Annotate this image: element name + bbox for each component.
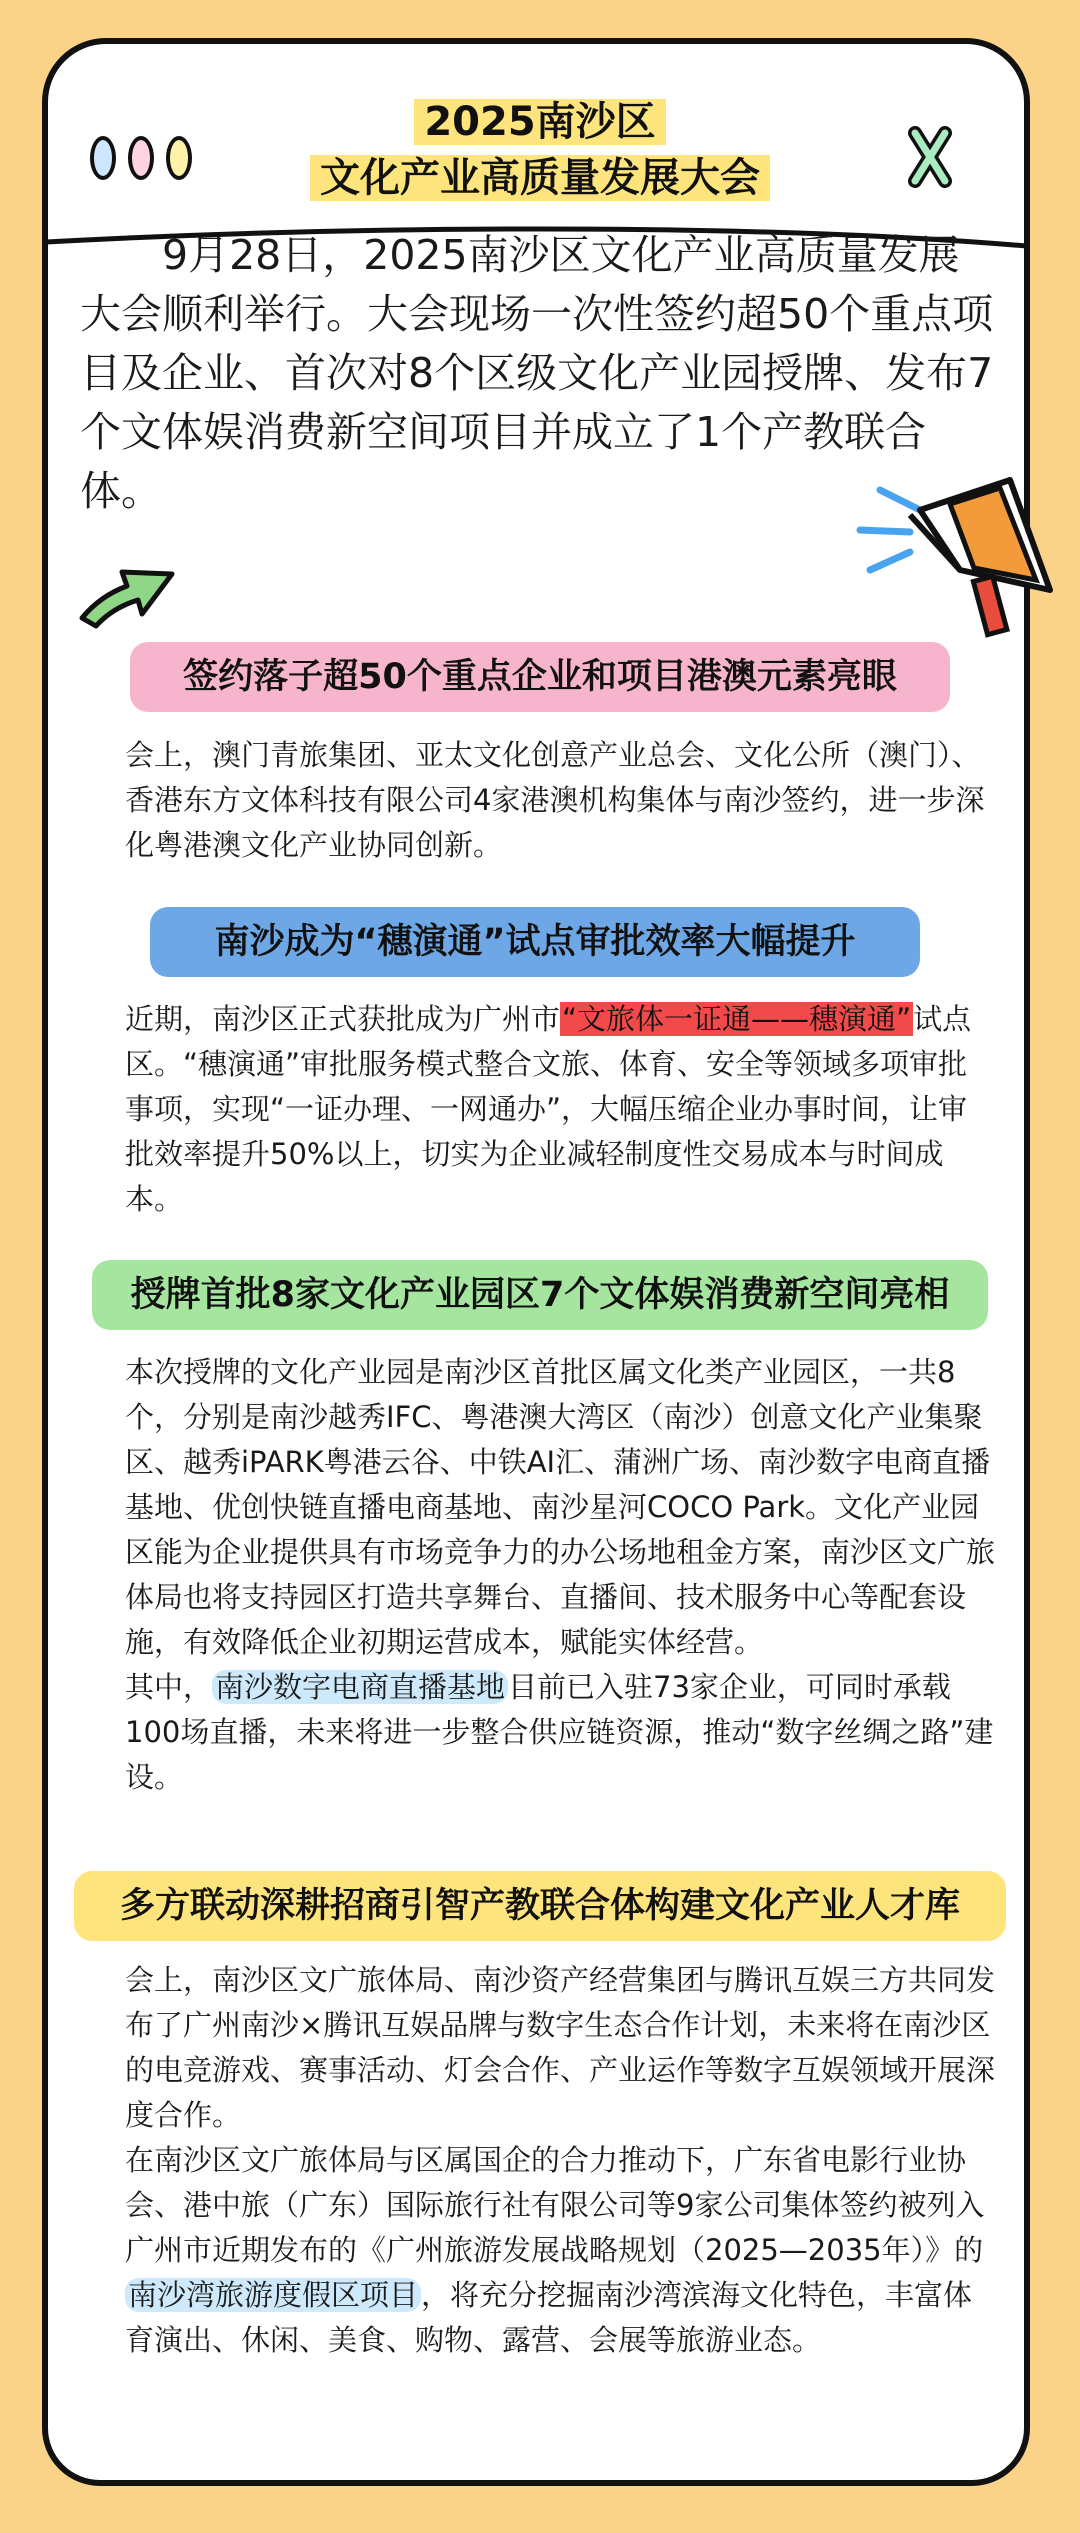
section-3-heading: 授牌首批8家文化产业园区7个文体娱消费新空间亮相 bbox=[92, 1260, 988, 1330]
section-2-heading: 南沙成为“穗演通”试点审批效率大幅提升 bbox=[150, 907, 920, 977]
highlight-live-base: 南沙数字电商直播基地 bbox=[212, 1670, 508, 1704]
section-1-heading: 签约落子超50个重点企业和项目港澳元素亮眼 bbox=[130, 642, 950, 712]
red-highlight: “文旅体一证通——穗演通” bbox=[562, 1002, 912, 1036]
intro-paragraph: 9月28日，2025南沙区文化产业高质量发展大会顺利举行。大会现场一次性签约超50个重点项目及企业、首次对8个区级文化产业园授牌、发布7个文体娱消费新空间项目并成立了1个产教联合体。 bbox=[80, 231, 994, 515]
arrow-icon bbox=[72, 556, 182, 636]
page-title-line2: 文化产业高质量发展大会 bbox=[0, 146, 1080, 203]
megaphone-icon bbox=[850, 470, 1070, 660]
section-4-heading: 多方联动深耕招商引智产教联合体构建文化产业人才库 bbox=[74, 1871, 1006, 1941]
section-2-body: 近期，南沙区正式获批成为广州市“文旅体一证通——穗演通”试点区。“穗演通”审批服务模式整合文旅、体育、安全等领域多项审批事项，实现“一证办理、一网通办”，大幅压缩企业办事时间，让审批效率提升50%以上，切实为企业减轻制度性交易成本与时间成本。 bbox=[125, 1002, 972, 1216]
section-4-body: 会上，南沙区文广旅体局、南沙资产经营集团与腾讯互娱三方共同发布了广州南沙×腾讯互娱品牌与数字生态合作计划，未来将在南沙区的电竞游戏、赛事活动、灯会合作、产业运作等数字互娱领域开展深度合作。 在南沙区文广旅体局与区属国企的合力推动下，广东省电影行业协会、港中旅（广东）国际旅行社有限公司等9家公司集体签约被列入广州市近期发布的《广州旅游发展战略规划（2025—2035年）》的南沙湾旅游度假区项目 ，将充分挖掘南沙湾滨海文化特色，丰富体育演出、休闲、美食、购物、露营、会展等旅游业态。 bbox=[125, 1963, 996, 2357]
section-1-body: 会上，澳门青旅集团、亚太文化创意产业总会、文化公所（澳门）、香港东方文体科技有限公司4家港澳机构集体与南沙签约，进一步深化粤港澳文化产业协同创新。 bbox=[125, 738, 985, 862]
highlight-resort-project: 南沙湾旅游度假区项目 bbox=[125, 2278, 421, 2312]
page-title-line1: 2025南沙区 bbox=[0, 90, 1080, 147]
section-3-body: 本次授牌的文化产业园是南沙区首批区属文化类产业园区，一共8个，分别是南沙越秀IFC、粤港澳大湾区（南沙）创意文化产业集聚区、越秀iPARK粤港云谷、中铁AI汇、蒲洲广场、南沙数字电商直播基地、优创快链直播电商基地、南沙星河COCO Park。文化产业园区能为企业提供具有市场竞争力的办公场地租金方案，南沙区文广旅体局也将支持园区打造共享舞台、直播间、技术服务中心等配套设施，有效降低企业初期运营成本，赋能实体经营。 其中， 南沙数字电商直播基地 目前已入驻73家企业，可同时承载100场直播，未来将进一步整合供应链资源，推动“数字丝绸之路”建设。 bbox=[125, 1355, 996, 1794]
